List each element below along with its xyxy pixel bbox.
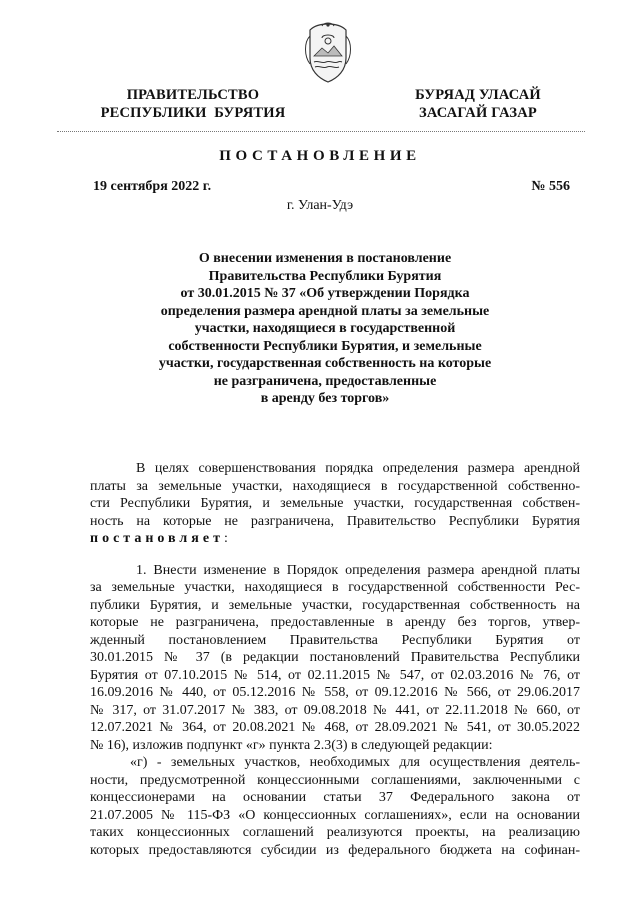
subject-line: участки, государственная собственность на которые	[158, 356, 492, 371]
item-1-line: № 317, от 31.07.2017 № 383, от 09.08.2018 № 441, от 22.11.2018 № 660, от	[90, 702, 580, 718]
emblem-of-buryatia-icon	[300, 22, 356, 84]
item-1-line: 12.07.2021 № 364, от 20.08.2021 № 468, от 28.09.2021 № 541, от 30.05.2022	[90, 720, 580, 735]
item-1-line: 1. Внести изменение в Порядок определения размера арендной платы	[136, 562, 580, 578]
item-g-paragraph	[90, 754, 580, 859]
header-left-line1: ПРАВИТЕЛЬСТВО	[126, 87, 260, 103]
document-city: г. Улан-Удэ	[286, 198, 354, 213]
subject-line: в аренду без торгов»	[260, 391, 390, 406]
item-g-line: «г) - земельных участков, необходимых для осуществления деятель-	[130, 755, 580, 770]
preamble-paragraph	[90, 460, 580, 548]
item-1-line: 30.01.2015 № 37 (в редакции постановлений Правительства Республики	[90, 650, 580, 665]
decree-line	[90, 530, 580, 548]
subject-line: Правительства Республики Бурятия	[208, 268, 442, 284]
document-title: ПОСТАНОВЛЕНИЕ	[219, 148, 421, 164]
item-1-paragraph	[90, 562, 580, 755]
header-left	[84, 86, 302, 122]
header-right	[390, 86, 566, 122]
item-g-line: ности, предусмотренной концессионными соглашениями, заключенными с	[90, 772, 580, 788]
item-1-line: жденный постановлением Правительства Республики Бурятия от	[90, 632, 580, 648]
item-1-line: Бурятия от 07.10.2015 № 514, от 02.11.2015 № 547, от 02.03.2016 № 76, от	[90, 667, 580, 683]
preamble-line: платы за земельные участки, находящиеся в государственной собственно-	[90, 478, 580, 494]
decree-colon: :	[223, 531, 228, 546]
subject-line: О внесении изменения в постановление	[198, 251, 452, 266]
document-date: 19 сентября 2022 г.	[93, 179, 212, 194]
item-g-line: таких концессионных соглашений реализуются проекты, на реализацию	[90, 825, 580, 840]
header-left-line2: РЕСПУБЛИКИ БУРЯТИЯ	[100, 105, 286, 121]
item-1-line: публики Бурятия, и земельные участки, государственная собственность на	[90, 597, 580, 613]
item-g-line: концессионерами на основании статьи 37 Федерального закона от	[90, 790, 580, 805]
decree-word: постановляет	[90, 531, 224, 546]
item-1-line: которые не разграничена, предоставленные в аренду без торгов, утвер-	[90, 615, 580, 630]
document-number: № 556	[531, 179, 570, 194]
subject-line: участки, находящиеся в государственной	[194, 321, 456, 336]
subject-line: определения размера арендной платы за земельные	[160, 303, 490, 319]
header-separator	[57, 131, 585, 132]
item-g-line: которых предоставляются субсидии из федерального бюджета на софинан-	[90, 842, 580, 858]
item-1-line: за земельные участки, находящиеся в государственной собственности Рес-	[90, 580, 580, 595]
document-body	[90, 460, 580, 859]
preamble-line: ность на которые не разграничена, Правительство Республики Бурятия	[90, 513, 580, 529]
subject-line: не разграничена, предоставленные	[213, 373, 437, 389]
header-right-line1: БУРЯАД УЛАСАЙ	[415, 87, 541, 103]
header-right-line2: ЗАСАГАЙ ГАЗАР	[419, 105, 537, 121]
preamble-line: сти Республики Бурятия, и земельные участки, государственная собствен-	[90, 496, 580, 511]
item-1-line: 16.09.2016 № 440, от 05.12.2016 № 558, от 09.12.2016 № 566, от 29.06.2017	[90, 685, 580, 700]
subject-line: от 30.01.2015 № 37 «Об утверждении Порядка	[180, 286, 470, 301]
preamble-line: В целях совершенствования порядка определения размера арендной	[136, 461, 580, 476]
item-g-line: 21.07.2005 № 115-ФЗ «О концессионных соглашениях», если на основании	[90, 807, 580, 823]
document-subject	[145, 250, 505, 408]
item-1-line: № 16), изложив подпункт «г» пункта 2.3(3) в следующей редакции:	[90, 737, 493, 753]
subject-line: собственности Республики Бурятия, и земельные	[168, 338, 482, 354]
